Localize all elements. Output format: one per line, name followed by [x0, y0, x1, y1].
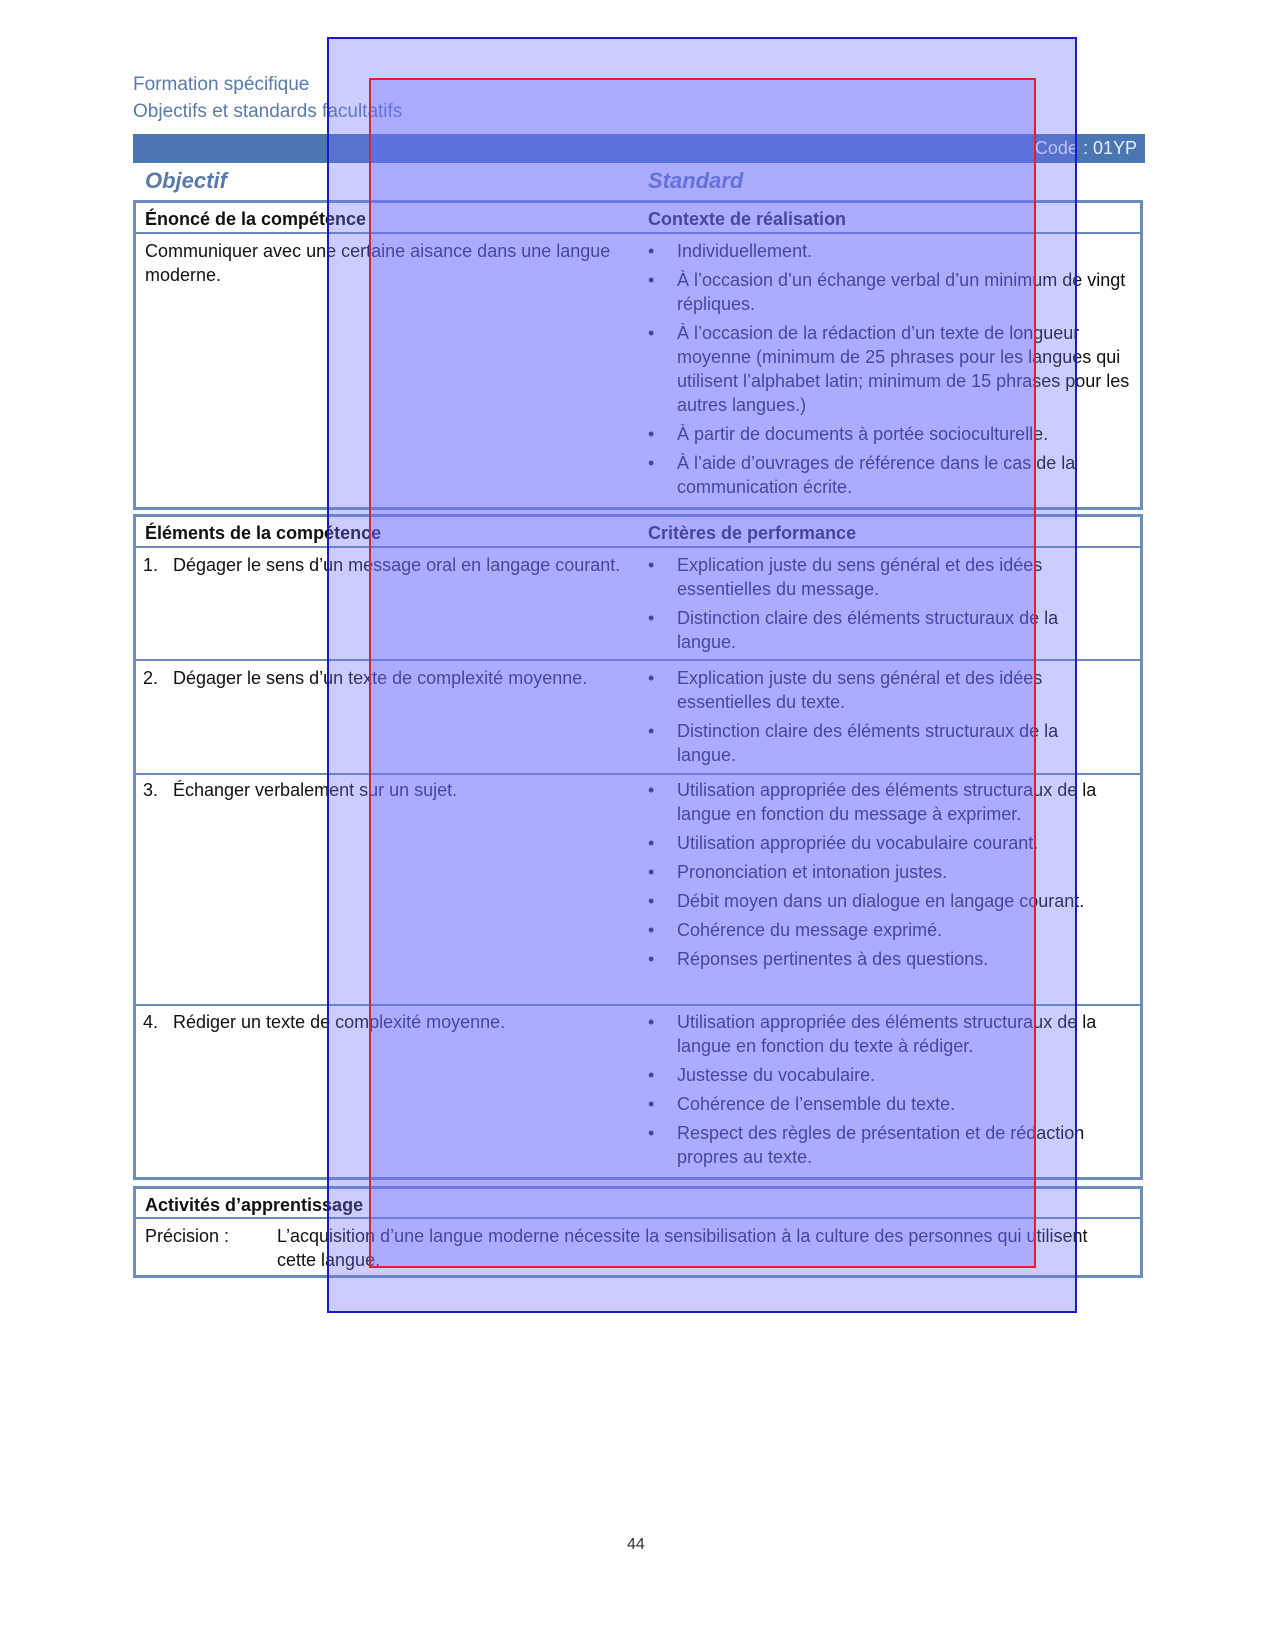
criteria-text: Distinction claire des éléments structuraux de la langue.: [677, 721, 1059, 765]
criteria-text: Justesse du vocabulaire.: [677, 1065, 876, 1085]
bullet-icon: •: [648, 608, 655, 628]
bullet-icon: •: [648, 1123, 655, 1143]
bullet-icon: •: [648, 323, 655, 343]
element-number: 2.: [143, 668, 159, 688]
context-text: Individuellement.: [677, 241, 813, 261]
criteria-text: Prononciation et intonation justes.: [677, 862, 948, 882]
bullet-icon: •: [648, 555, 655, 575]
criteria-text: Utilisation appropriée des éléments structuraux de la langue en fonction du texte à rédiger.: [677, 1012, 1097, 1056]
element-text: Dégager le sens d’un texte de complexité moyenne.: [173, 668, 588, 688]
code-label: Code : 01YP: [1034, 138, 1137, 158]
criteria-text: Explication juste du sens général et des idées essentielles du texte.: [677, 668, 1043, 712]
criteria-text: Utilisation appropriée des éléments structuraux de la langue en fonction du message à exprimer.: [677, 780, 1097, 824]
header-line1: Formation spécifique: [133, 74, 310, 95]
bullet-icon: •: [648, 424, 655, 444]
activities-heading: Activités d’apprentissage: [145, 1195, 364, 1215]
context-text: À l’occasion d’un échange verbal d’un minimum de vingt répliques.: [677, 270, 1126, 314]
context-text: À l’occasion de la rédaction d’un texte de longueur moyenne (minimum de 25 phrases pour les langues qui utilisent l’alphabet latin; minimum de 15 phrases pour les autres langues.): [677, 323, 1130, 415]
bullet-icon: •: [648, 862, 655, 882]
criteria-text: Respect des règles de présentation et de rédaction propres au texte.: [677, 1123, 1085, 1167]
bullet-icon: •: [648, 949, 655, 969]
context-text: À partir de documents à portée socioculturelle.: [677, 424, 1049, 444]
element-number: 1.: [143, 555, 159, 575]
highlight-region-red: [369, 78, 1039, 1268]
bullet-icon: •: [648, 1065, 655, 1085]
bullet-icon: •: [648, 668, 655, 688]
column-title-objectif: Objectif: [145, 168, 227, 193]
bullet-icon: •: [648, 780, 655, 800]
context-text: À l’aide d’ouvrages de référence dans le cas de la communication écrite.: [677, 453, 1076, 497]
element-number: 3.: [143, 780, 159, 800]
criteria-heading: Critères de performance: [648, 523, 857, 543]
bullet-icon: •: [648, 721, 655, 741]
criteria-text: Cohérence du message exprimé.: [677, 920, 943, 940]
bullet-icon: •: [648, 453, 655, 473]
criteria-text: Réponses pertinentes à des questions.: [677, 949, 989, 969]
element-text: Échanger verbalement sur un sujet.: [173, 780, 458, 800]
bullet-icon: •: [648, 891, 655, 911]
criteria-text: Distinction claire des éléments structuraux de la langue.: [677, 608, 1059, 652]
context-heading: Contexte de réalisation: [648, 209, 847, 229]
element-text: Rédiger un texte de complexité moyenne.: [173, 1012, 506, 1032]
element-number: 4.: [143, 1012, 159, 1032]
column-title-standard: Standard: [648, 168, 744, 193]
bullet-icon: •: [648, 920, 655, 940]
criteria-text: Utilisation appropriée du vocabulaire courant.: [677, 833, 1039, 853]
bullet-icon: •: [648, 241, 655, 261]
precision-text: L’acquisition d’une langue moderne nécessite la sensibilisation à la culture des personnes qui utilisent cette langue.: [277, 1226, 1088, 1270]
elements-heading: Éléments de la compétence: [145, 523, 382, 543]
criteria-text: Débit moyen dans un dialogue en langage courant.: [677, 891, 1085, 911]
page-number: 44: [627, 1536, 645, 1553]
criteria-text: Cohérence de l’ensemble du texte.: [677, 1094, 956, 1114]
bullet-icon: •: [648, 270, 655, 290]
header-line2: Objectifs et standards facultatifs: [133, 101, 403, 122]
bullet-icon: •: [648, 1012, 655, 1032]
competence-statement: Communiquer avec une certaine aisance dans une langue moderne.: [145, 241, 611, 285]
precision-label: Précision :: [145, 1226, 230, 1246]
statement-heading: Énoncé de la compétence: [145, 209, 367, 229]
element-text: Dégager le sens d’un message oral en langage courant.: [173, 555, 621, 575]
criteria-text: Explication juste du sens général et des idées essentielles du message.: [677, 555, 1043, 599]
bullet-icon: •: [648, 833, 655, 853]
bullet-icon: •: [648, 1094, 655, 1114]
